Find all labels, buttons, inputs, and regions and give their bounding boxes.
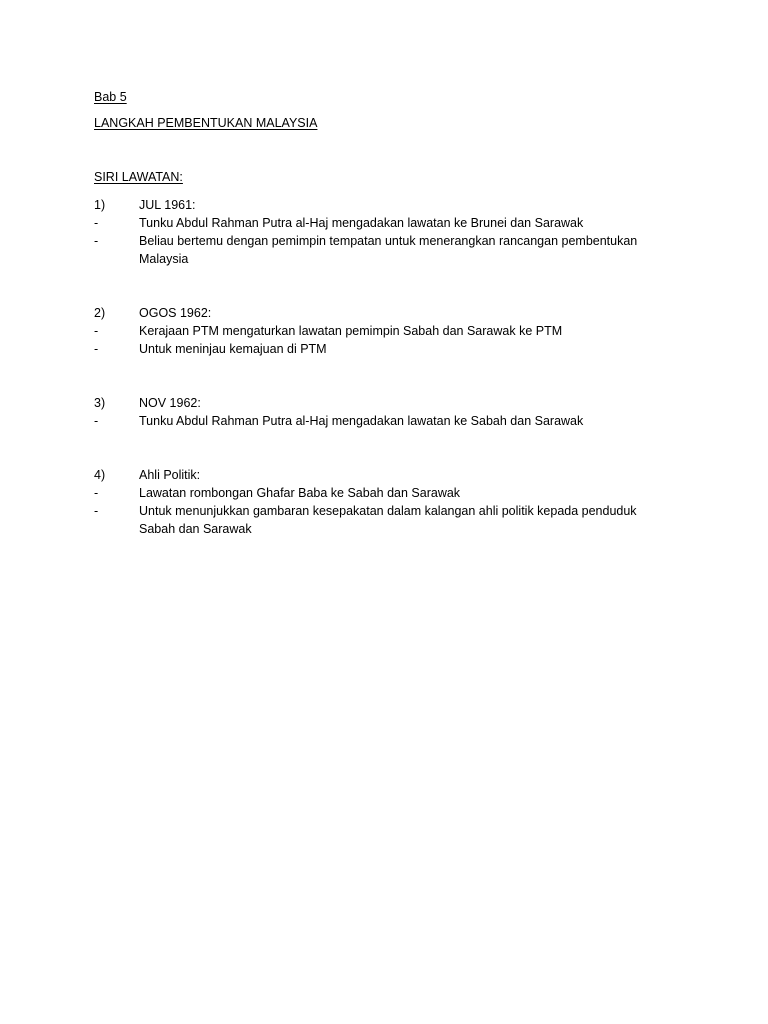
- visit-heading: [94, 304, 708, 322]
- bullet-text: Tunku Abdul Rahman Putra al-Haj mengadakan lawatan ke Brunei dan Sarawak: [139, 216, 584, 230]
- bullet-item: [94, 484, 708, 502]
- section-title: SIRI LAWATAN:: [94, 170, 183, 184]
- visit-item: [94, 304, 708, 358]
- bullet-text: Untuk meninjau kemajuan di PTM: [139, 342, 327, 356]
- document-title: LANGKAH PEMBENTUKAN MALAYSIA: [94, 116, 318, 130]
- visit-heading: [94, 394, 708, 412]
- visit-heading: [94, 196, 708, 214]
- bullet-item: [94, 232, 708, 268]
- bullet-text: Beliau bertemu dengan pemimpin tempatan untuk menerangkan rancangan pembentukan Malaysia: [139, 234, 638, 266]
- visit-list: [94, 196, 708, 538]
- visit-number: 2): [94, 306, 106, 320]
- visit-heading: [94, 466, 708, 484]
- visit-number: 4): [94, 468, 106, 482]
- bullet-text: Lawatan rombongan Ghafar Baba ke Sabah dan Sarawak: [139, 486, 461, 500]
- visit-item: [94, 394, 708, 430]
- bullet-marker: -: [94, 324, 99, 338]
- visit-item: [94, 466, 708, 538]
- bullet-item: [94, 412, 708, 430]
- bullet-text: Tunku Abdul Rahman Putra al-Haj mengadakan lawatan ke Sabah dan Sarawak: [139, 414, 584, 428]
- bullet-marker: -: [94, 504, 99, 518]
- visit-item: [94, 196, 708, 268]
- chapter-label: Bab 5: [94, 90, 127, 104]
- bullet-marker: -: [94, 342, 99, 356]
- bullet-marker: -: [94, 414, 99, 428]
- bullet-item: [94, 502, 708, 538]
- bullet-item: [94, 322, 708, 340]
- visit-heading-text: Ahli Politik:: [139, 468, 201, 482]
- bullet-text: Kerajaan PTM mengaturkan lawatan pemimpin Sabah dan Sarawak ke PTM: [139, 324, 563, 338]
- bullet-marker: -: [94, 234, 99, 248]
- bullet-marker: -: [94, 486, 99, 500]
- visit-heading-text: OGOS 1962:: [139, 306, 212, 320]
- bullet-text: Untuk menunjukkan gambaran kesepakatan dalam kalangan ahli politik kepada penduduk Sabah dan Sarawak: [139, 504, 637, 536]
- bullet-marker: -: [94, 216, 99, 230]
- visit-heading-text: JUL 1961:: [139, 198, 196, 212]
- visit-number: 3): [94, 396, 106, 410]
- visit-number: 1): [94, 198, 106, 212]
- bullet-item: [94, 214, 708, 232]
- bullet-item: [94, 340, 708, 358]
- visit-heading-text: NOV 1962:: [139, 396, 201, 410]
